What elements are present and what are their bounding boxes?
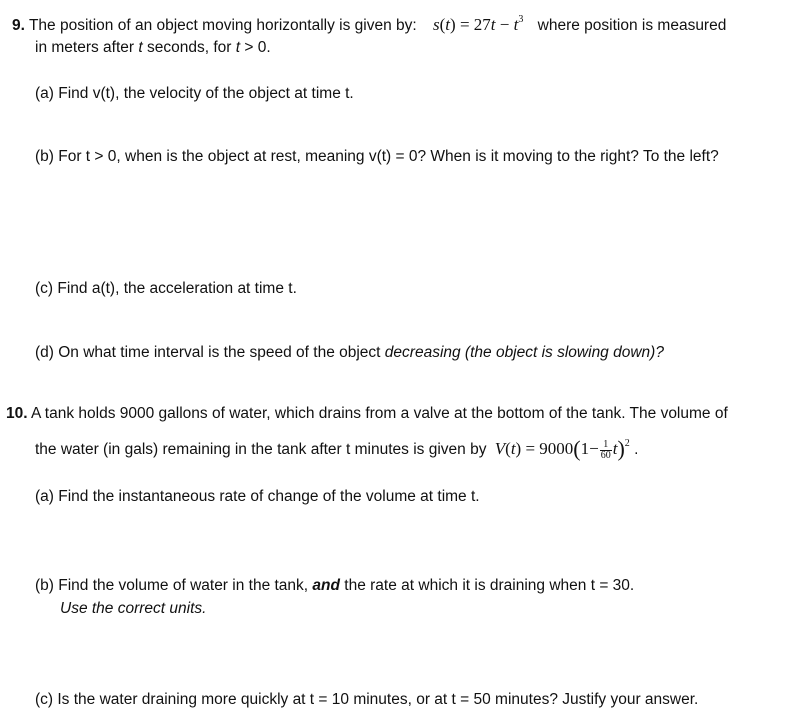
q10-volume-function: V(t) = 9000(1− $\frac{1}{60}$ t)$^2$: [494, 436, 630, 461]
q10-line-1: [6, 404, 728, 424]
q10-part-b: (b) Find the volume of water in the tank, and the rate at which it is draining when t = 30.: [35, 577, 635, 594]
q9-part-a: (a) Find v(t), the velocity of the object at time t.: [35, 85, 354, 102]
q10-line-2: the water (in gals) remaining in the tank after t minutes is given by V(t) = 9000(1− $\frac{1}{60}$ t)$^2$ .: [35, 436, 639, 461]
q9-intro: The position of an object moving horizontally is given by:: [28, 17, 417, 34]
q9-number: 9.: [12, 17, 25, 34]
q9-part-c: (c) Find a(t), the acceleration at time t.: [35, 280, 297, 297]
q9-part-d: (d) On what time interval is the speed of the object decreasing (the object is slowing down)?: [35, 344, 664, 361]
q9-part-b: (b) For t > 0, when is the object at rest, meaning v(t) = 0? When is it moving to the right? To the left?: [35, 148, 719, 165]
q10-part-b-units: Use the correct units.: [60, 600, 207, 617]
q9-intro-end: where position is measured: [537, 17, 727, 34]
q9-position-function: $s(t) = 27t - t^3$: [433, 14, 524, 34]
q9-line-1: [12, 10, 726, 36]
q9-line-2: in meters after t seconds, for t > 0.: [35, 39, 271, 56]
q10-number: 10.: [6, 405, 28, 422]
q10-intro: A tank holds 9000 gallons of water, which drains from a valve at the bottom of the tank. The volume of: [31, 405, 728, 422]
q10-part-a: (a) Find the instantaneous rate of change of the volume at time t.: [35, 488, 480, 505]
q10-part-c: (c) Is the water draining more quickly at t = 10 minutes, or at t = 50 minutes? Justify your answer.: [35, 691, 699, 708]
